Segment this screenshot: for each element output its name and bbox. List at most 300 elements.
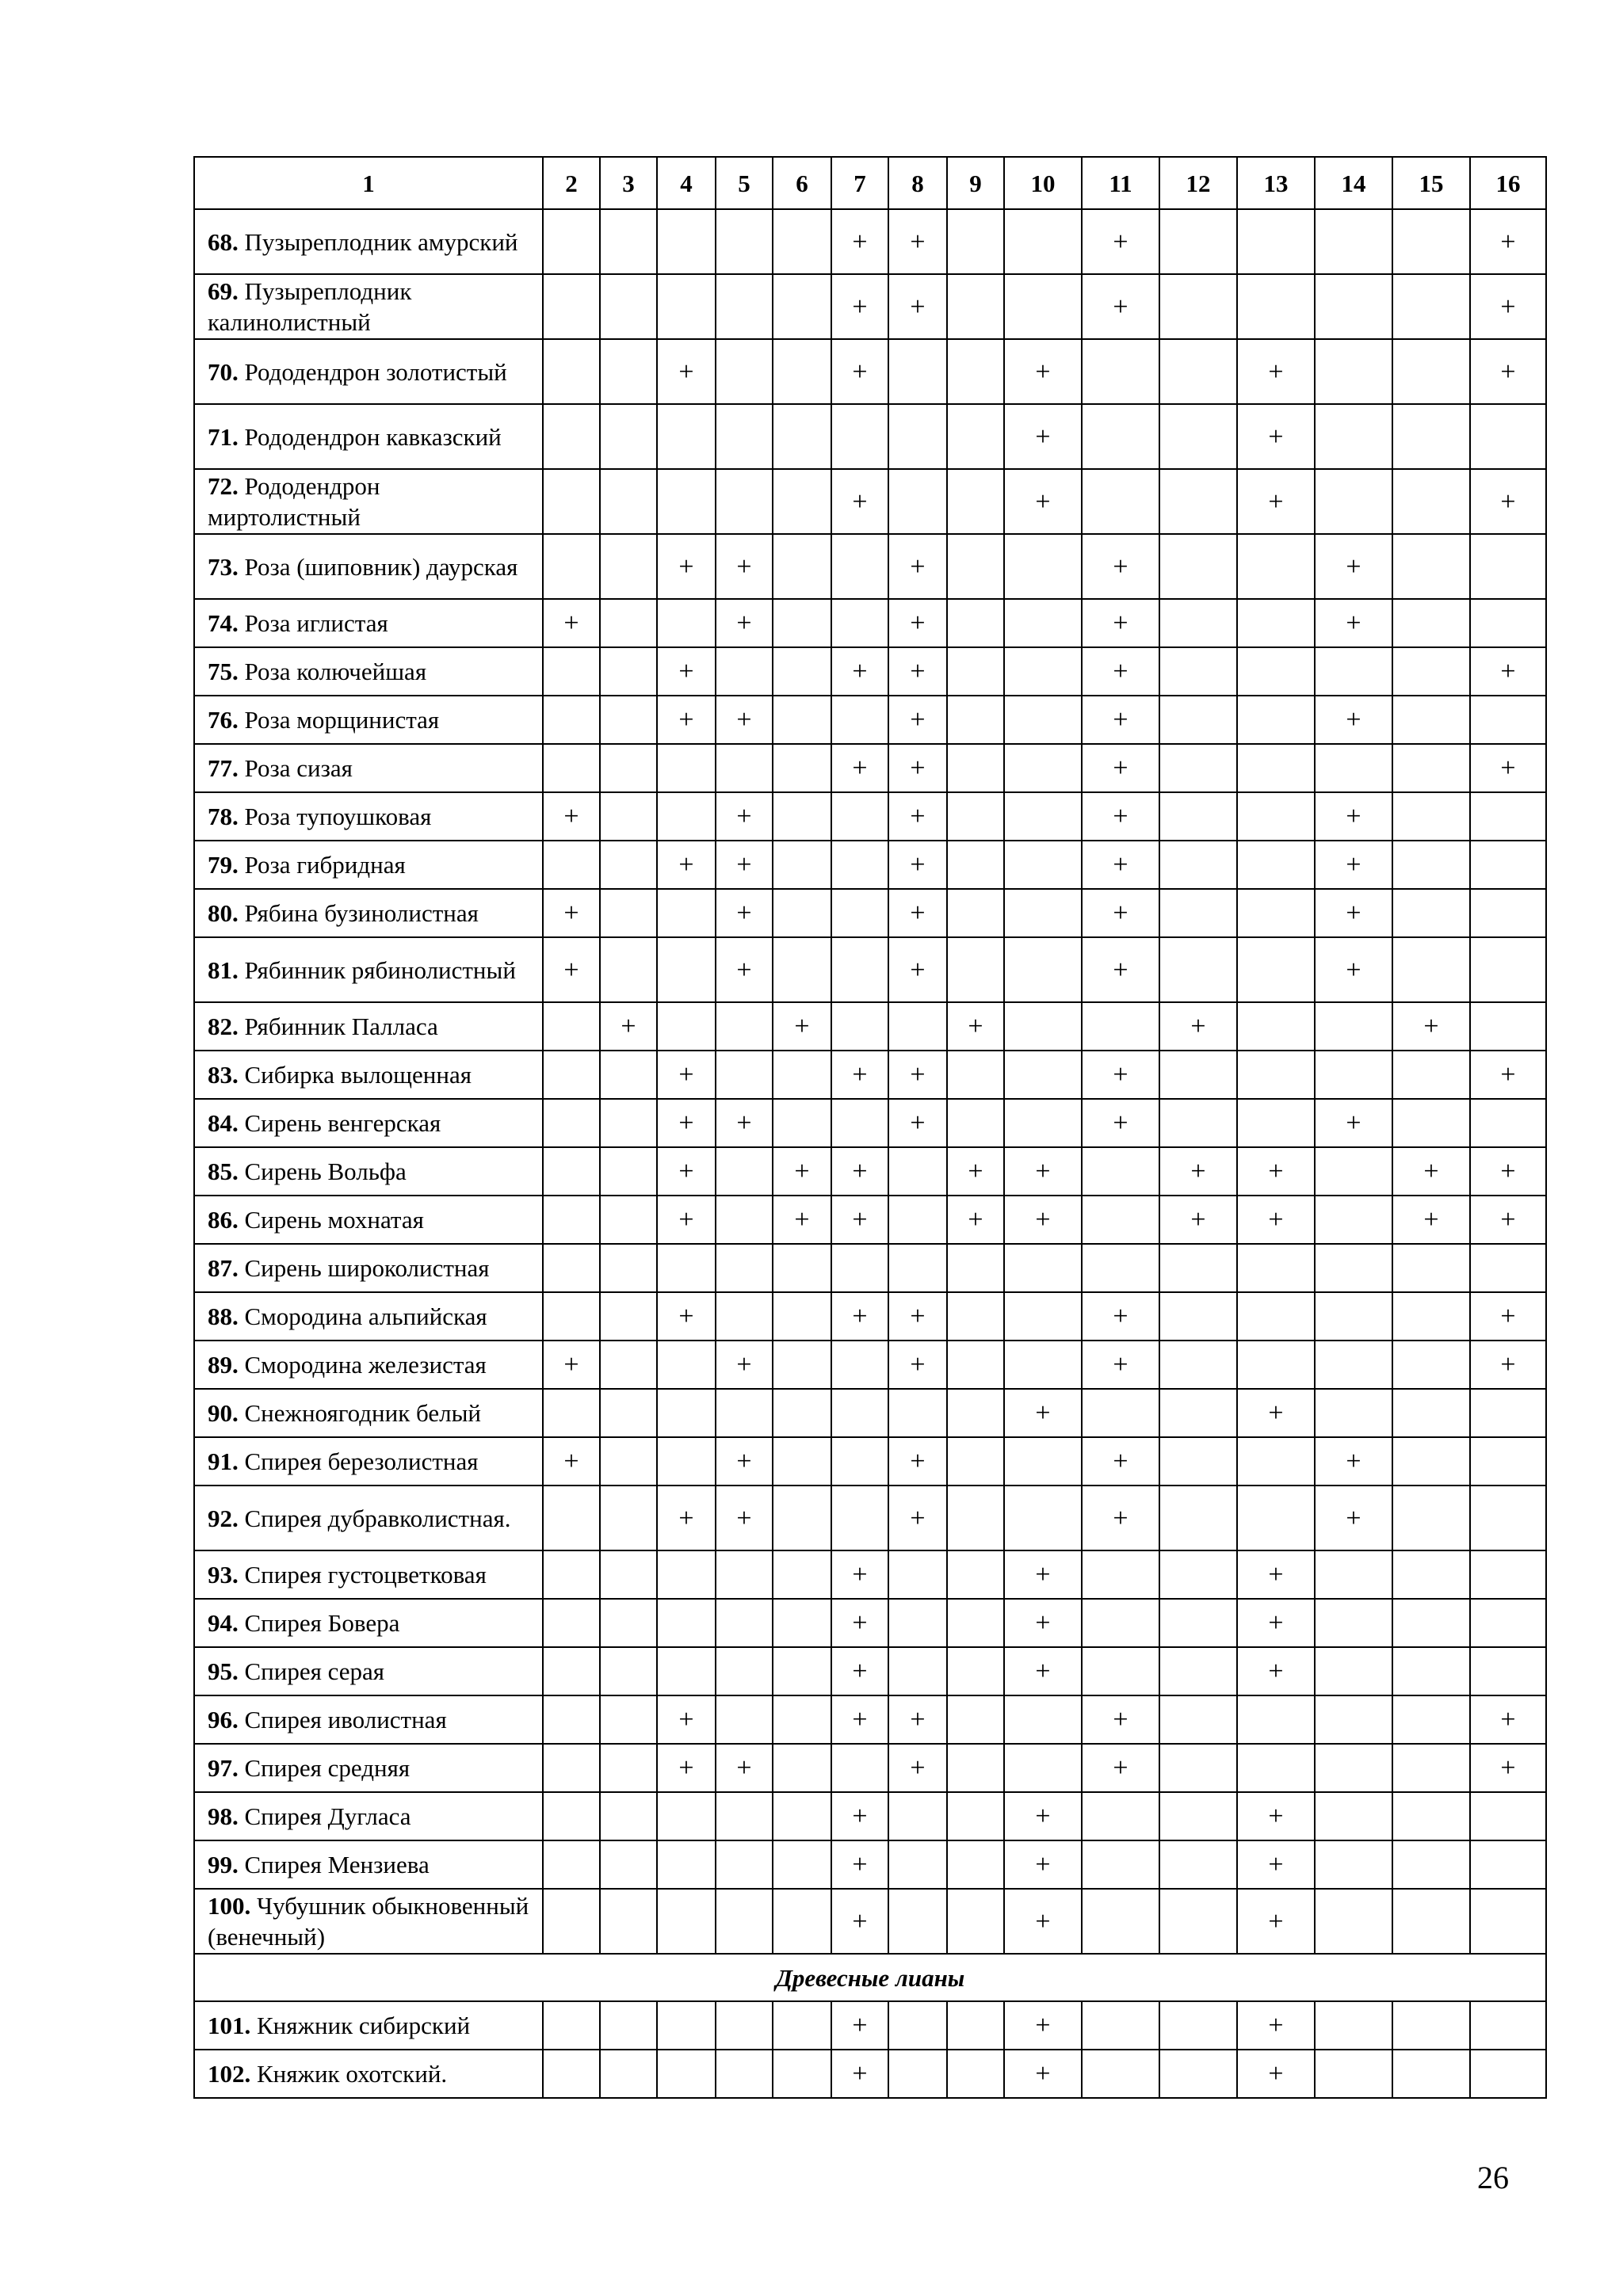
mark-cell-col-2 (543, 744, 600, 792)
mark-cell-col-10 (1004, 1051, 1082, 1099)
species-cell (194, 1695, 543, 1744)
mark-cell-col-10: + (1004, 1599, 1082, 1647)
mark-cell-col-6 (773, 1599, 831, 1647)
mark-cell-col-6 (773, 1244, 831, 1292)
mark-cell-col-4 (657, 1599, 716, 1647)
species-number: 74. (208, 609, 239, 637)
mark-cell-col-8 (888, 2001, 947, 2050)
species-number: 88. (208, 1302, 239, 1330)
mark-cell-col-14 (1315, 274, 1392, 339)
mark-cell-col-4: + (657, 1744, 716, 1792)
mark-cell-col-2: + (543, 1341, 600, 1389)
mark-cell-col-9 (947, 1840, 1004, 1889)
mark-cell-col-5 (716, 1147, 773, 1196)
mark-cell-col-13 (1237, 1744, 1315, 1792)
mark-cell-col-16 (1470, 1647, 1546, 1695)
species-cell (194, 744, 543, 792)
mark-cell-col-2 (543, 209, 600, 274)
mark-cell-col-2: + (543, 889, 600, 937)
mark-cell-col-5 (716, 1389, 773, 1437)
mark-cell-col-5 (716, 1599, 773, 1647)
mark-cell-col-3 (600, 2050, 657, 2098)
mark-cell-col-8: + (888, 1099, 947, 1147)
species-cell (194, 647, 543, 696)
species-name: Княжик охотский. (257, 2060, 448, 2088)
mark-cell-col-6 (773, 1051, 831, 1099)
mark-cell-col-10: + (1004, 1550, 1082, 1599)
mark-cell-col-15 (1392, 1341, 1470, 1389)
mark-cell-col-15 (1392, 1550, 1470, 1599)
mark-cell-col-10: + (1004, 1647, 1082, 1695)
mark-cell-col-12 (1159, 209, 1237, 274)
mark-cell-col-5 (716, 1792, 773, 1840)
mark-cell-col-5: + (716, 534, 773, 599)
mark-cell-col-2 (543, 1051, 600, 1099)
mark-cell-col-2 (543, 1147, 600, 1196)
mark-cell-col-3 (600, 1196, 657, 1244)
mark-cell-col-12 (1159, 1341, 1237, 1389)
mark-cell-col-7: + (831, 744, 888, 792)
mark-cell-col-14 (1315, 2001, 1392, 2050)
species-number: 82. (208, 1013, 239, 1040)
mark-cell-col-12: + (1159, 1002, 1237, 1051)
mark-cell-col-6 (773, 2050, 831, 2098)
column-header: 16 (1470, 157, 1546, 209)
mark-cell-col-11: + (1082, 1341, 1159, 1389)
mark-cell-col-7 (831, 792, 888, 841)
mark-cell-col-13: + (1237, 1889, 1315, 1954)
mark-cell-col-3 (600, 1099, 657, 1147)
mark-cell-col-14 (1315, 1244, 1392, 1292)
mark-cell-col-8: + (888, 889, 947, 937)
mark-cell-col-13: + (1237, 1196, 1315, 1244)
table-row (194, 1099, 1546, 1147)
mark-cell-col-9 (947, 469, 1004, 534)
mark-cell-col-2 (543, 1744, 600, 1792)
species-cell (194, 1486, 543, 1550)
mark-cell-col-12 (1159, 1792, 1237, 1840)
mark-cell-col-13 (1237, 744, 1315, 792)
mark-cell-col-13 (1237, 1341, 1315, 1389)
mark-cell-col-5: + (716, 1744, 773, 1792)
mark-cell-col-5 (716, 1051, 773, 1099)
mark-cell-col-11: + (1082, 1486, 1159, 1550)
mark-cell-col-14 (1315, 1389, 1392, 1437)
mark-cell-col-3 (600, 2001, 657, 2050)
mark-cell-col-12 (1159, 1695, 1237, 1744)
mark-cell-col-16: + (1470, 647, 1546, 696)
species-number: 92. (208, 1504, 239, 1532)
mark-cell-col-3 (600, 274, 657, 339)
mark-cell-col-12 (1159, 2001, 1237, 2050)
mark-cell-col-11: + (1082, 209, 1159, 274)
mark-cell-col-13 (1237, 792, 1315, 841)
mark-cell-col-4 (657, 1389, 716, 1437)
column-header: 14 (1315, 157, 1392, 209)
table-row (194, 841, 1546, 889)
mark-cell-col-8 (888, 1889, 947, 1954)
mark-cell-col-8: + (888, 534, 947, 599)
mark-cell-col-13: + (1237, 1599, 1315, 1647)
mark-cell-col-2 (543, 274, 600, 339)
mark-cell-col-16: + (1470, 744, 1546, 792)
species-cell (194, 1244, 543, 1292)
species-cell (194, 1389, 543, 1437)
mark-cell-col-12 (1159, 841, 1237, 889)
mark-cell-col-10 (1004, 1099, 1082, 1147)
mark-cell-col-15 (1392, 2050, 1470, 2098)
mark-cell-col-7 (831, 696, 888, 744)
mark-cell-col-3 (600, 647, 657, 696)
table-row (194, 469, 1546, 534)
mark-cell-col-8: + (888, 1051, 947, 1099)
mark-cell-col-3 (600, 1889, 657, 1954)
mark-cell-col-13 (1237, 1244, 1315, 1292)
mark-cell-col-11: + (1082, 1051, 1159, 1099)
species-number: 78. (208, 803, 239, 830)
mark-cell-col-13 (1237, 841, 1315, 889)
mark-cell-col-10 (1004, 1486, 1082, 1550)
mark-cell-col-7 (831, 1437, 888, 1486)
table-row (194, 534, 1546, 599)
species-cell (194, 1744, 543, 1792)
mark-cell-col-2 (543, 469, 600, 534)
mark-cell-col-4: + (657, 1147, 716, 1196)
species-number: 94. (208, 1609, 239, 1637)
mark-cell-col-16: + (1470, 1695, 1546, 1744)
mark-cell-col-13 (1237, 1099, 1315, 1147)
mark-cell-col-3 (600, 1437, 657, 1486)
species-cell (194, 2050, 543, 2098)
table-row (194, 1437, 1546, 1486)
species-name: Чубушник обыкновенный (венечный) (208, 1892, 529, 1951)
mark-cell-col-6 (773, 469, 831, 534)
mark-cell-col-8: + (888, 1695, 947, 1744)
mark-cell-col-8: + (888, 1486, 947, 1550)
mark-cell-col-10: + (1004, 2050, 1082, 2098)
mark-cell-col-6 (773, 1389, 831, 1437)
mark-cell-col-8: + (888, 599, 947, 647)
species-cell (194, 469, 543, 534)
mark-cell-col-12 (1159, 1486, 1237, 1550)
mark-cell-col-9 (947, 1244, 1004, 1292)
mark-cell-col-12 (1159, 1244, 1237, 1292)
mark-cell-col-9: + (947, 1196, 1004, 1244)
mark-cell-col-9 (947, 599, 1004, 647)
mark-cell-col-6: + (773, 1147, 831, 1196)
mark-cell-col-13 (1237, 599, 1315, 647)
table-row (194, 1792, 1546, 1840)
mark-cell-col-7: + (831, 2001, 888, 2050)
mark-cell-col-12 (1159, 469, 1237, 534)
column-header: 11 (1082, 157, 1159, 209)
mark-cell-col-8 (888, 1550, 947, 1599)
species-cell (194, 1099, 543, 1147)
species-number: 98. (208, 1802, 239, 1830)
mark-cell-col-11: + (1082, 1292, 1159, 1341)
mark-cell-col-3 (600, 469, 657, 534)
mark-cell-col-15 (1392, 599, 1470, 647)
species-cell (194, 1840, 543, 1889)
mark-cell-col-16: + (1470, 1051, 1546, 1099)
species-cell (194, 1437, 543, 1486)
mark-cell-col-11: + (1082, 889, 1159, 937)
mark-cell-col-14 (1315, 339, 1392, 404)
mark-cell-col-4 (657, 2001, 716, 2050)
mark-cell-col-16: + (1470, 339, 1546, 404)
mark-cell-col-15 (1392, 404, 1470, 469)
table-row (194, 1196, 1546, 1244)
species-name: Пузыреплодник калинолистный (208, 277, 412, 336)
mark-cell-col-5 (716, 404, 773, 469)
species-cell (194, 2001, 543, 2050)
mark-cell-col-14 (1315, 469, 1392, 534)
mark-cell-col-8 (888, 2050, 947, 2098)
mark-cell-col-3 (600, 534, 657, 599)
mark-cell-col-3 (600, 1051, 657, 1099)
mark-cell-col-12: + (1159, 1196, 1237, 1244)
mark-cell-col-15 (1392, 889, 1470, 937)
mark-cell-col-14: + (1315, 889, 1392, 937)
mark-cell-col-8: + (888, 1292, 947, 1341)
mark-cell-col-5: + (716, 841, 773, 889)
mark-cell-col-16 (1470, 889, 1546, 937)
mark-cell-col-3 (600, 339, 657, 404)
mark-cell-col-5 (716, 469, 773, 534)
mark-cell-col-10 (1004, 696, 1082, 744)
species-number: 91. (208, 1447, 239, 1475)
mark-cell-col-4: + (657, 1486, 716, 1550)
species-number: 84. (208, 1109, 239, 1137)
mark-cell-col-16 (1470, 599, 1546, 647)
mark-cell-col-11 (1082, 339, 1159, 404)
mark-cell-col-13 (1237, 889, 1315, 937)
species-name: Спирея серая (244, 1657, 385, 1685)
mark-cell-col-12 (1159, 1744, 1237, 1792)
mark-cell-col-13 (1237, 1002, 1315, 1051)
mark-cell-col-15 (1392, 534, 1470, 599)
mark-cell-col-16: + (1470, 1292, 1546, 1341)
mark-cell-col-9 (947, 1099, 1004, 1147)
species-number: 95. (208, 1657, 239, 1685)
mark-cell-col-6 (773, 1792, 831, 1840)
mark-cell-col-2 (543, 647, 600, 696)
column-header: 2 (543, 157, 600, 209)
mark-cell-col-5 (716, 1647, 773, 1695)
mark-cell-col-5: + (716, 889, 773, 937)
species-number: 71. (208, 422, 239, 451)
species-number: 93. (208, 1561, 239, 1589)
mark-cell-col-10 (1004, 647, 1082, 696)
table-row (194, 404, 1546, 469)
mark-cell-col-3 (600, 1486, 657, 1550)
mark-cell-col-16 (1470, 1389, 1546, 1437)
mark-cell-col-10: + (1004, 1389, 1082, 1437)
mark-cell-col-5: + (716, 696, 773, 744)
mark-cell-col-4 (657, 1647, 716, 1695)
mark-cell-col-7 (831, 1002, 888, 1051)
mark-cell-col-6 (773, 696, 831, 744)
mark-cell-col-4 (657, 1437, 716, 1486)
mark-cell-col-16 (1470, 534, 1546, 599)
mark-cell-col-3 (600, 1792, 657, 1840)
column-header: 13 (1237, 157, 1315, 209)
mark-cell-col-15 (1392, 1099, 1470, 1147)
species-number: 86. (208, 1206, 239, 1234)
table-row (194, 1695, 1546, 1744)
mark-cell-col-2 (543, 404, 600, 469)
mark-cell-col-11: + (1082, 274, 1159, 339)
species-name: Спирея дубравколистная. (244, 1504, 511, 1532)
species-name: Сирень Вольфа (244, 1158, 407, 1185)
mark-cell-col-4 (657, 1550, 716, 1599)
species-name: Смородина альпийская (244, 1302, 487, 1330)
mark-cell-col-15 (1392, 1599, 1470, 1647)
mark-cell-col-12 (1159, 744, 1237, 792)
species-name: Роза колючейшая (244, 658, 427, 685)
mark-cell-col-11 (1082, 1244, 1159, 1292)
species-name: Спирея Бовера (244, 1609, 400, 1637)
species-cell (194, 274, 543, 339)
mark-cell-col-9 (947, 1292, 1004, 1341)
mark-cell-col-5: + (716, 1437, 773, 1486)
mark-cell-col-7: + (831, 1840, 888, 1889)
mark-cell-col-3 (600, 696, 657, 744)
mark-cell-col-7: + (831, 1196, 888, 1244)
mark-cell-col-4: + (657, 339, 716, 404)
table-row (194, 1550, 1546, 1599)
species-name: Рододендрон кавказский (244, 422, 502, 451)
mark-cell-col-11 (1082, 1840, 1159, 1889)
mark-cell-col-7: + (831, 1051, 888, 1099)
mark-cell-col-11: + (1082, 744, 1159, 792)
mark-cell-col-2 (543, 1292, 600, 1341)
mark-cell-col-3 (600, 841, 657, 889)
mark-cell-col-10 (1004, 599, 1082, 647)
column-header: 5 (716, 157, 773, 209)
mark-cell-col-14 (1315, 1792, 1392, 1840)
species-cell (194, 889, 543, 937)
mark-cell-col-10 (1004, 274, 1082, 339)
mark-cell-col-9 (947, 937, 1004, 1002)
mark-cell-col-7: + (831, 1550, 888, 1599)
species-cell (194, 404, 543, 469)
mark-cell-col-8: + (888, 744, 947, 792)
table-row (194, 1147, 1546, 1196)
species-number: 72. (208, 472, 239, 500)
table-body (194, 209, 1546, 2098)
mark-cell-col-5 (716, 1889, 773, 1954)
mark-cell-col-4 (657, 1840, 716, 1889)
mark-cell-col-7: + (831, 1889, 888, 1954)
table-row (194, 889, 1546, 937)
mark-cell-col-10 (1004, 1292, 1082, 1341)
table-row (194, 1486, 1546, 1550)
mark-cell-col-9 (947, 889, 1004, 937)
mark-cell-col-15 (1392, 744, 1470, 792)
mark-cell-col-13 (1237, 209, 1315, 274)
mark-cell-col-7 (831, 404, 888, 469)
mark-cell-col-10: + (1004, 1792, 1082, 1840)
mark-cell-col-15 (1392, 937, 1470, 1002)
mark-cell-col-11: + (1082, 647, 1159, 696)
species-name: Спирея средняя (244, 1754, 411, 1782)
section-row (194, 1954, 1546, 2001)
mark-cell-col-11 (1082, 1002, 1159, 1051)
mark-cell-col-15 (1392, 2001, 1470, 2050)
species-number: 87. (208, 1254, 239, 1282)
mark-cell-col-15 (1392, 792, 1470, 841)
mark-cell-col-12 (1159, 339, 1237, 404)
species-name: Рябинник Палласа (244, 1013, 438, 1040)
species-cell (194, 792, 543, 841)
species-name: Сирень широколистная (244, 1254, 490, 1282)
mark-cell-col-14: + (1315, 1099, 1392, 1147)
mark-cell-col-6 (773, 534, 831, 599)
mark-cell-col-10 (1004, 792, 1082, 841)
mark-cell-col-10: + (1004, 1147, 1082, 1196)
mark-cell-col-9 (947, 1486, 1004, 1550)
mark-cell-col-4 (657, 469, 716, 534)
mark-cell-col-4 (657, 937, 716, 1002)
mark-cell-col-10 (1004, 889, 1082, 937)
mark-cell-col-5 (716, 1840, 773, 1889)
mark-cell-col-14: + (1315, 937, 1392, 1002)
mark-cell-col-5: + (716, 937, 773, 1002)
mark-cell-col-12 (1159, 1099, 1237, 1147)
mark-cell-col-14 (1315, 1341, 1392, 1389)
species-number: 101. (208, 2012, 251, 2039)
table-row (194, 1292, 1546, 1341)
table-row (194, 937, 1546, 1002)
mark-cell-col-10 (1004, 744, 1082, 792)
mark-cell-col-8: + (888, 274, 947, 339)
mark-cell-col-7 (831, 1244, 888, 1292)
mark-cell-col-4: + (657, 841, 716, 889)
mark-cell-col-6 (773, 647, 831, 696)
mark-cell-col-6 (773, 937, 831, 1002)
mark-cell-col-13: + (1237, 2050, 1315, 2098)
mark-cell-col-10: + (1004, 469, 1082, 534)
species-name: Спирея Дугласа (244, 1802, 411, 1830)
mark-cell-col-8: + (888, 937, 947, 1002)
mark-cell-col-4 (657, 1244, 716, 1292)
species-name: Рододендрон золотистый (244, 357, 507, 386)
mark-cell-col-7 (831, 1486, 888, 1550)
mark-cell-col-4: + (657, 1292, 716, 1341)
mark-cell-col-13 (1237, 274, 1315, 339)
mark-cell-col-2 (543, 1389, 600, 1437)
table-row (194, 274, 1546, 339)
species-cell (194, 1147, 543, 1196)
mark-cell-col-5 (716, 274, 773, 339)
mark-cell-col-2 (543, 696, 600, 744)
mark-cell-col-10 (1004, 534, 1082, 599)
mark-cell-col-11: + (1082, 937, 1159, 1002)
mark-cell-col-3 (600, 1840, 657, 1889)
mark-cell-col-9 (947, 1341, 1004, 1389)
mark-cell-col-11: + (1082, 1099, 1159, 1147)
mark-cell-col-8 (888, 1244, 947, 1292)
mark-cell-col-14 (1315, 1695, 1392, 1744)
species-number: 89. (208, 1351, 239, 1379)
mark-cell-col-4 (657, 1792, 716, 1840)
species-number: 76. (208, 706, 239, 734)
mark-cell-col-2 (543, 2001, 600, 2050)
mark-cell-col-9: + (947, 1002, 1004, 1051)
mark-cell-col-9 (947, 339, 1004, 404)
mark-cell-col-4 (657, 404, 716, 469)
